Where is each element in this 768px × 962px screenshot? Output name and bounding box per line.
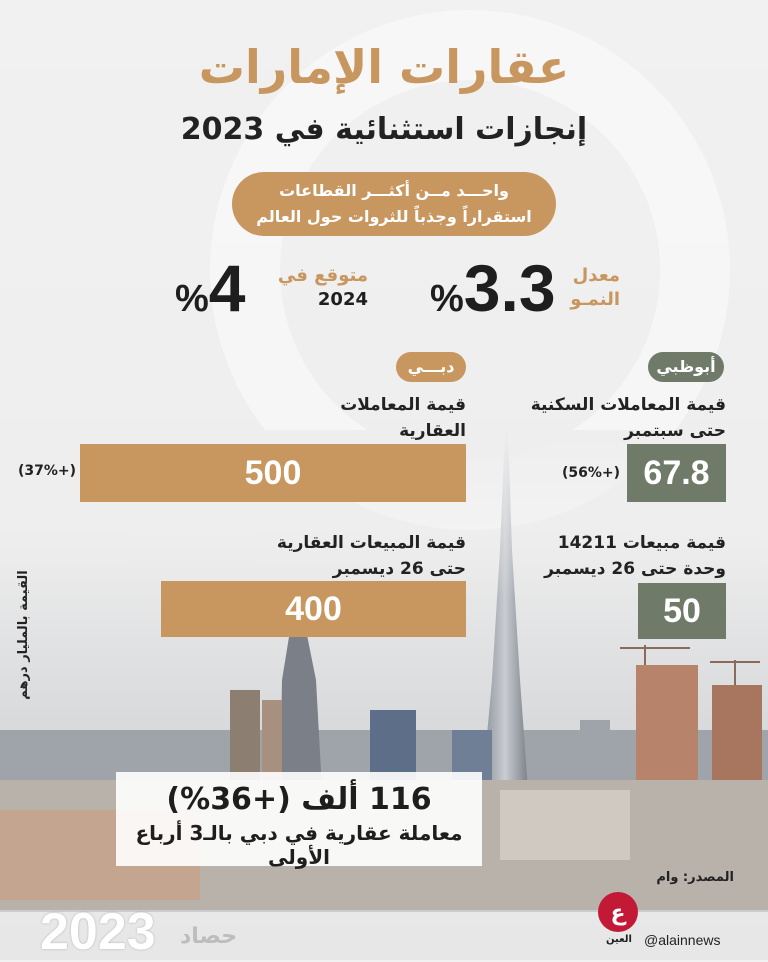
dubai-tag: دبـــي xyxy=(396,352,466,382)
logo-text: العين xyxy=(606,934,632,945)
abudhabi-item1-label-line-1: قيمة المعاملات السكنية xyxy=(530,395,726,415)
dubai-item2-label-line-2: حتى 26 ديسمبر xyxy=(332,559,466,579)
abudhabi-item1-label-line-2: حتى سبتمبر xyxy=(624,421,726,441)
forecast-label xyxy=(262,264,368,312)
abudhabi-item2-bar: 50 xyxy=(638,583,726,639)
growth-label-line-1: معدل xyxy=(572,265,620,286)
social-handle: @alainnews xyxy=(644,932,721,948)
abudhabi-item1-label xyxy=(520,392,726,444)
page-title: عقارات الإمارات xyxy=(198,40,570,94)
abudhabi-item1-bar: 67.8 xyxy=(627,444,726,502)
banner-line-2: استقراراً وجذباً للثروات حول العالم xyxy=(256,207,532,226)
dubai-item1-change: (+37%) xyxy=(18,463,77,479)
source-note: المصدر: وام xyxy=(656,870,734,885)
abudhabi-item2-label-line-2: وحدة حتى 26 ديسمبر xyxy=(544,559,726,579)
banner-line-1: واحـــد مــن أكثـــر القطاعات xyxy=(279,181,509,200)
svg-text:ع: ع xyxy=(610,901,626,926)
summary-box xyxy=(116,772,482,869)
footer-hasad: حصاد xyxy=(180,924,238,949)
abudhabi-item2-label xyxy=(520,530,726,582)
forecast-label-line-2: 2024 xyxy=(317,289,368,310)
growth-percent: % xyxy=(430,278,464,320)
growth-value xyxy=(430,250,556,326)
growth-label-line-2: النمـو xyxy=(570,289,620,310)
page-subtitle: إنجازات استثنائية في 2023 xyxy=(180,112,588,147)
dubai-item2-label xyxy=(270,530,466,582)
forecast-number: 4 xyxy=(208,251,246,325)
forecast-value xyxy=(175,250,246,326)
alain-logo-icon xyxy=(598,892,638,932)
dubai-item1-label-line-1: قيمة المعاملات العقارية xyxy=(340,395,466,441)
forecast-percent: % xyxy=(175,278,209,320)
growth-label xyxy=(560,264,620,312)
summary-text: معاملة عقارية في دبي بالـ3 أرباع الأولى xyxy=(135,821,463,869)
forecast-label-line-1: متوقع في xyxy=(277,265,368,286)
dubai-item1-bar: 500 xyxy=(80,444,466,502)
summary-number: 116 ألف (+36%) xyxy=(166,782,432,817)
intro-banner xyxy=(232,172,556,236)
dubai-item2-bar: 400 xyxy=(161,581,466,637)
abudhabi-tag: أبوظبي xyxy=(648,352,724,382)
unit-label: القيمة بالمليار درهم xyxy=(16,570,31,700)
abudhabi-item1-change: (+56%) xyxy=(562,465,621,481)
dubai-item2-label-line-1: قيمة المبيعات العقارية xyxy=(276,533,466,553)
footer-year: 2023 xyxy=(40,903,156,961)
growth-number: 3.3 xyxy=(463,251,556,325)
abudhabi-item2-label-line-1: قيمة مبيعات 14211 xyxy=(557,533,726,553)
